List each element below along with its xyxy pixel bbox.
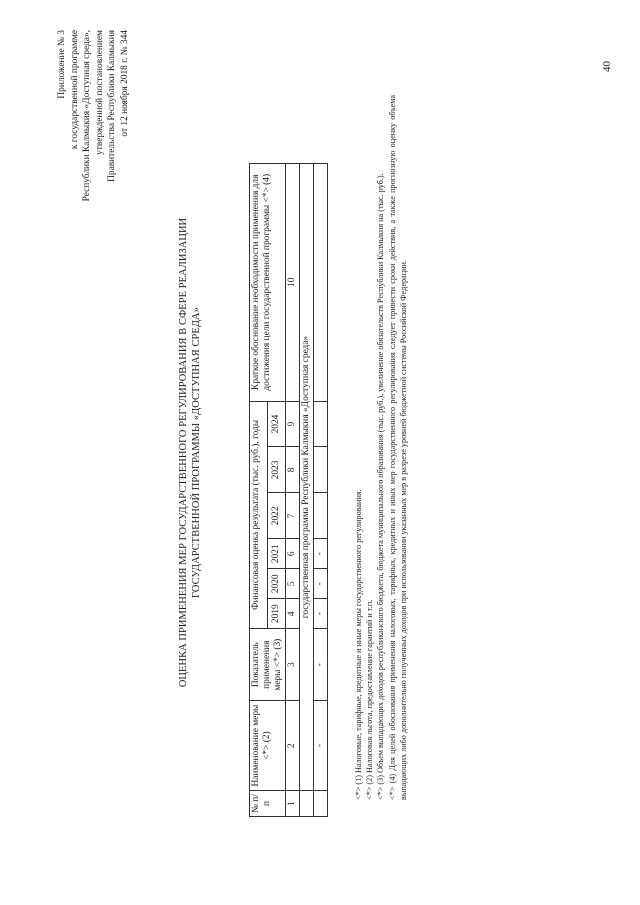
table-cell: 7 [286,493,300,539]
table-cell: - [314,629,328,701]
table-cell: - [314,539,328,569]
table-cell [314,447,328,493]
table-cell: 2 [286,701,300,791]
appendix-line: Правительства Республики Калмыкия [107,30,118,182]
table-cell: 9 [286,401,300,447]
table-row [286,164,300,817]
appendix-line: Приложение № 3 [57,30,67,99]
table-cell: - [314,569,328,599]
table-row [314,164,328,817]
appendix-header [56,30,132,201]
footnote: <*> (4) Для целей обоснования применения налоговых, тарифных, кредитных и иных мер государственного регулирования следует привести сроки действия, а также прогнозную оценку объема выпадающих либо дополнительно полученных доходов при использовании указанных мер в разрезе уровней бюджетной системы Российской Федерации. [387,95,408,800]
year-cell: 2024 [268,401,286,447]
regulation-table [249,163,328,817]
header-financial: Финансовая оценка результата (тыс. руб.), годы [250,401,268,629]
table-cell: 3 [286,629,300,701]
footnotes [353,95,409,800]
table-row [300,164,314,817]
document-title: ОЦЕНКА ПРИМЕНЕНИЯ МЕР ГОСУДАРСТВЕННОГО РЕГУЛИРОВАНИЯ В СФЕРЕ РЕАЛИЗАЦИИ [178,217,189,688]
table-header-row [250,164,268,817]
footnote: <*> (2) Налоговая льгота, предоставление гарантий и т.п. [365,599,375,800]
table-cell: 6 [286,539,300,569]
year-cell: 2020 [268,569,286,599]
appendix-line: утвержденной постановлением [94,30,105,155]
header-num: № п/п [250,791,286,817]
year-cell: 2023 [268,447,286,493]
table-cell: - [314,599,328,629]
table-cell: 5 [286,569,300,599]
appendix-line: к государственной программе [69,30,80,150]
appendix-line: Республики Калмыкия «Доступная среда», [82,30,93,202]
table-cell: 1 [286,791,300,817]
header-rationale: Краткое обоснование необходимости применения для достижения цели государственной программы <*> (4) [250,164,286,402]
footnote: <*> (1) Налоговые, тарифные, кредитные и иные меры государственного регулирования. [354,489,363,800]
program-row-cell: государственная программа Республики Калмыкия «Доступная среда» [300,164,314,791]
appendix-line: от 12 ноября 2018 г. № 344 [119,30,130,137]
year-cell: 2019 [268,599,286,629]
table-cell: 10 [286,164,300,402]
table-cell [300,791,314,817]
table-cell [314,401,328,447]
table-cell: 4 [286,599,300,629]
footnote: <*> (3) Объем выпадающих доходов республиканского бюджета, бюджета муниципального образования (тыс. руб.), увеличение обязательств Республики Калмыкия на (тыс. руб.). [376,173,386,800]
year-cell: 2022 [268,493,286,539]
table-cell: - [314,701,328,791]
table-cell [314,791,328,817]
table-cell [314,493,328,539]
table-cell [314,164,328,402]
year-cell: 2021 [268,539,286,569]
header-name: Наименование меры <*> (2) [250,701,286,791]
table-cell: 8 [286,447,300,493]
header-indicator: Показатель применения меры <*> (3) [250,629,286,701]
page-number: 40 [601,61,613,72]
document-subtitle: ГОСУДАРСТВЕННОЙ ПРОГРАММЫ «ДОСТУПНАЯ СРЕДА» [191,307,202,598]
